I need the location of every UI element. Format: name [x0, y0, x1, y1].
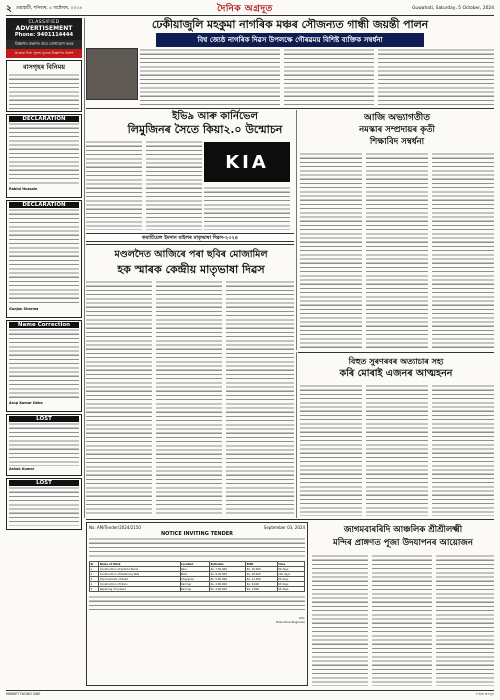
- top-story-body: [140, 48, 280, 106]
- tender-col-header: Sl: [90, 562, 99, 567]
- tender-intro: [89, 537, 305, 559]
- classified-header: [6, 18, 82, 40]
- classified-notice: [6, 414, 82, 476]
- text-lines: [366, 152, 428, 348]
- notice-signer: Gunjan Sharma: [9, 307, 39, 311]
- text-lines: [436, 554, 494, 686]
- classified-column: [6, 18, 82, 654]
- kia-logo: KIA: [204, 142, 290, 182]
- tender-title: NOTICE INVITING TENDER: [160, 531, 234, 537]
- section-rule: [298, 352, 494, 353]
- tender-header: [89, 525, 305, 530]
- classified-notice: [6, 320, 82, 412]
- masthead-date-local: গুৱাহাটী, শনিবাৰ, ৫ অক্টোবৰ, ২০২৪: [15, 6, 82, 11]
- notice-signer: Arup Kumar Deka: [9, 401, 43, 405]
- language-story-body: [156, 280, 222, 516]
- notice-title: DECLARATION: [9, 202, 79, 208]
- table-cell: 90 days: [277, 567, 304, 572]
- text-lines: [378, 48, 494, 106]
- table-cell: Construction of Retaining Wall: [99, 572, 180, 577]
- text-lines: [86, 280, 152, 516]
- footer-left: MARKET FACING SIDE: [6, 692, 41, 696]
- classified-title: ADVERTISEMENT: [15, 25, 73, 32]
- classified-notice: [6, 478, 82, 530]
- table-cell: 2: [90, 572, 99, 577]
- tender-notice: [86, 522, 308, 686]
- tender-col-header: Estimate: [210, 562, 246, 567]
- column-rule: [296, 110, 297, 350]
- column-rule: [84, 18, 85, 518]
- puja-headline-1: জাগমবাৰৰিদি আঞ্চলিক শ্ৰীশ্ৰীলক্ষ্মী: [343, 525, 463, 535]
- table-cell: Rs. 7,50,000: [210, 567, 246, 572]
- kia-headline-2: লিমুজিনৰ সৈতে কিয়া২.০ উন্মোচন: [127, 123, 283, 136]
- page-number: ২: [6, 4, 12, 14]
- table-cell: Rs. 7,800: [246, 587, 277, 592]
- table-cell: 60 days: [277, 577, 304, 582]
- classified-notice: [6, 200, 82, 318]
- table-cell: Rs. 11,200: [246, 577, 277, 582]
- footer-right: দৈনিক অগ্ৰদূত: [475, 692, 494, 696]
- table-cell: 1: [90, 567, 99, 572]
- kia-headline-1: ইভি৯ আৰু কাৰ্নিভেল: [172, 111, 258, 122]
- teacher-story-body: [366, 152, 428, 348]
- table-cell: Rs. 18,400: [246, 572, 277, 577]
- language-story-body: [226, 280, 294, 516]
- teacher-story-body: [432, 152, 494, 348]
- table-cell: 5: [90, 587, 99, 592]
- classified-subtitle: বিজ্ঞাপন প্ৰকাশৰ বাবে যোগাযোগ কৰক: [6, 40, 82, 49]
- table-cell: Rs. 4,80,000: [210, 582, 246, 587]
- page-footer: [6, 690, 494, 698]
- top-story-body: [378, 48, 494, 106]
- table-cell: Rs. 5,60,000: [210, 577, 246, 582]
- table-cell: 120 days: [277, 572, 304, 577]
- text-lines: [432, 152, 494, 348]
- kia-story-body: [86, 140, 142, 230]
- kia-caption: কমাৰ্চিয়েল ইমদান মাইলৰ মাতৃভাষা দিৱস-২০২৪: [86, 233, 294, 242]
- tender-signature: [89, 616, 305, 624]
- top-story-subhead: বিশ্ব জ্যেষ্ঠ নাগৰিক দিৱস উপলক্ষে গৌৰৱময় বিশিষ্ট ব্যক্তিক সম্বৰ্ধনা: [156, 33, 424, 47]
- tender-table: [89, 561, 305, 592]
- newspaper-logo: দৈনিক অগ্ৰদূত: [217, 4, 273, 14]
- column-rule: [296, 352, 297, 518]
- section-rule: [86, 108, 494, 109]
- notice-body: [9, 328, 79, 400]
- puja-story-body: [436, 554, 494, 686]
- tender-col-header: Name of Work: [99, 562, 180, 567]
- notice-signer: Rabiul Hussain: [9, 187, 38, 191]
- text-lines: [366, 384, 428, 516]
- notice-body: [9, 122, 79, 186]
- tender-sign-role: Sd/-: [299, 616, 305, 620]
- top-story-headline: ঢেকীয়াজুলি মহকুমা নাগৰিক মঞ্চৰ সৌজন্যত গান্ধী জয়ন্তী পালন: [151, 18, 429, 31]
- notice-signer: Ashok Kumar: [9, 467, 35, 471]
- notice-body: [9, 73, 79, 109]
- right-story-body: [432, 384, 494, 516]
- masthead-date-english: Guwahati, Saturday, 5 October, 2024: [412, 6, 494, 11]
- table-cell: Boko: [180, 572, 210, 577]
- notice-title: LOST: [9, 416, 79, 422]
- text-lines: [156, 280, 222, 516]
- table-row: [90, 587, 305, 592]
- right-story-headline-2: কৰি মোৰাই এজনৰ আত্মহনন: [339, 368, 453, 379]
- table-cell: 45 days: [277, 587, 304, 592]
- notice-title: DECLARATION: [9, 116, 79, 122]
- table-cell: 60 days: [277, 582, 304, 587]
- right-story-body: [366, 384, 428, 516]
- notice-title: বাসগৃহৰ বিনিময়: [22, 63, 66, 71]
- table-cell: Chaygaon: [180, 577, 210, 582]
- section-rule: [86, 244, 294, 245]
- kia-story-body: [146, 140, 202, 230]
- table-cell: Improvement of Road: [99, 577, 180, 582]
- teacher-headline-2: নমস্কাৰ সম্প্ৰদায়ৰ কৃতী: [359, 125, 435, 135]
- language-headline-2: হক স্মাৰক কেন্দ্ৰীয় মাতৃভাষা দিৱস: [117, 263, 265, 276]
- tender-terms: [89, 595, 305, 613]
- notice-title: Name Correction: [9, 322, 79, 328]
- table-cell: 3: [90, 577, 99, 582]
- kia-story-body: [204, 186, 290, 230]
- table-cell: Construction of Drain: [99, 582, 180, 587]
- notice-body: [9, 422, 79, 466]
- tender-sign-name: Executive Engineer: [276, 620, 305, 624]
- tender-col-header: Time: [277, 562, 304, 567]
- text-lines: [372, 554, 432, 686]
- masthead: [6, 2, 494, 16]
- right-story-body: [300, 384, 362, 516]
- table-cell: Rs. 9,600: [246, 582, 277, 587]
- text-lines: [312, 554, 368, 686]
- text-lines: [140, 48, 280, 106]
- tender-col-header: EMD: [246, 562, 277, 567]
- table-cell: Kamrup: [180, 582, 210, 587]
- table-cell: Rs. 15,000: [246, 567, 277, 572]
- top-story-body: [284, 48, 374, 106]
- table-cell: Repairing of Culvert: [99, 587, 180, 592]
- table-cell: Kamrup: [180, 587, 210, 592]
- classified-phone: Phone: 9401114444: [14, 32, 74, 38]
- notice-body: [9, 208, 79, 306]
- section-rule: [86, 519, 494, 520]
- text-lines: [300, 152, 362, 348]
- text-lines: [284, 48, 374, 106]
- text-lines: [86, 140, 142, 230]
- text-lines: [226, 280, 294, 516]
- table-cell: 4: [90, 582, 99, 587]
- puja-headline-2: মন্দিৰ প্ৰাঙ্গণত পূজা উদযাপনৰ আয়োজন: [333, 538, 473, 548]
- tender-date: September 03, 2024: [263, 525, 305, 530]
- teacher-story-body: [300, 152, 362, 348]
- classified-notice: [6, 114, 82, 198]
- right-story-headline-1: বিহুত সুৰণৰবৰ অত্যাচাৰ সহ্য: [348, 356, 444, 366]
- top-story: [86, 18, 494, 48]
- puja-story-body: [372, 554, 432, 686]
- text-lines: [146, 140, 202, 230]
- tender-col-header: Location: [180, 562, 210, 567]
- classified-subtitle-2: প্ৰত্যেক দিনা সুলভ মূল্যত বিজ্ঞাপন প্ৰকাশ: [6, 49, 82, 58]
- text-lines: [432, 384, 494, 516]
- language-headline-1: মণ্ডলদৈত আজিৰে পৰা ছবিৰ মোজামিল: [114, 249, 268, 260]
- table-cell: Rs. 3,90,000: [210, 587, 246, 592]
- language-story-body: [86, 280, 152, 516]
- teacher-headline-3: শিক্ষাবিদ সম্বৰ্ধনা: [369, 137, 425, 147]
- text-lines: [300, 384, 362, 516]
- notice-title: LOST: [9, 480, 79, 486]
- news-photo: [86, 48, 138, 100]
- top-story-photo: [86, 48, 138, 100]
- table-cell: Rs. 9,20,000: [210, 572, 246, 577]
- puja-story-body: [312, 554, 368, 686]
- text-lines: [204, 186, 290, 230]
- tender-ref: No. AM/Tender/2024/2150: [89, 525, 141, 530]
- teacher-headline-1: আজি অভ্যাগতীত: [364, 113, 430, 123]
- table-cell: Construction of Vehicle Stand: [99, 567, 180, 572]
- notice-body: [9, 486, 79, 526]
- classified-notice-exchange: [6, 60, 82, 112]
- classified-label: CLASSIFIED: [28, 20, 60, 25]
- table-cell: Rani: [180, 567, 210, 572]
